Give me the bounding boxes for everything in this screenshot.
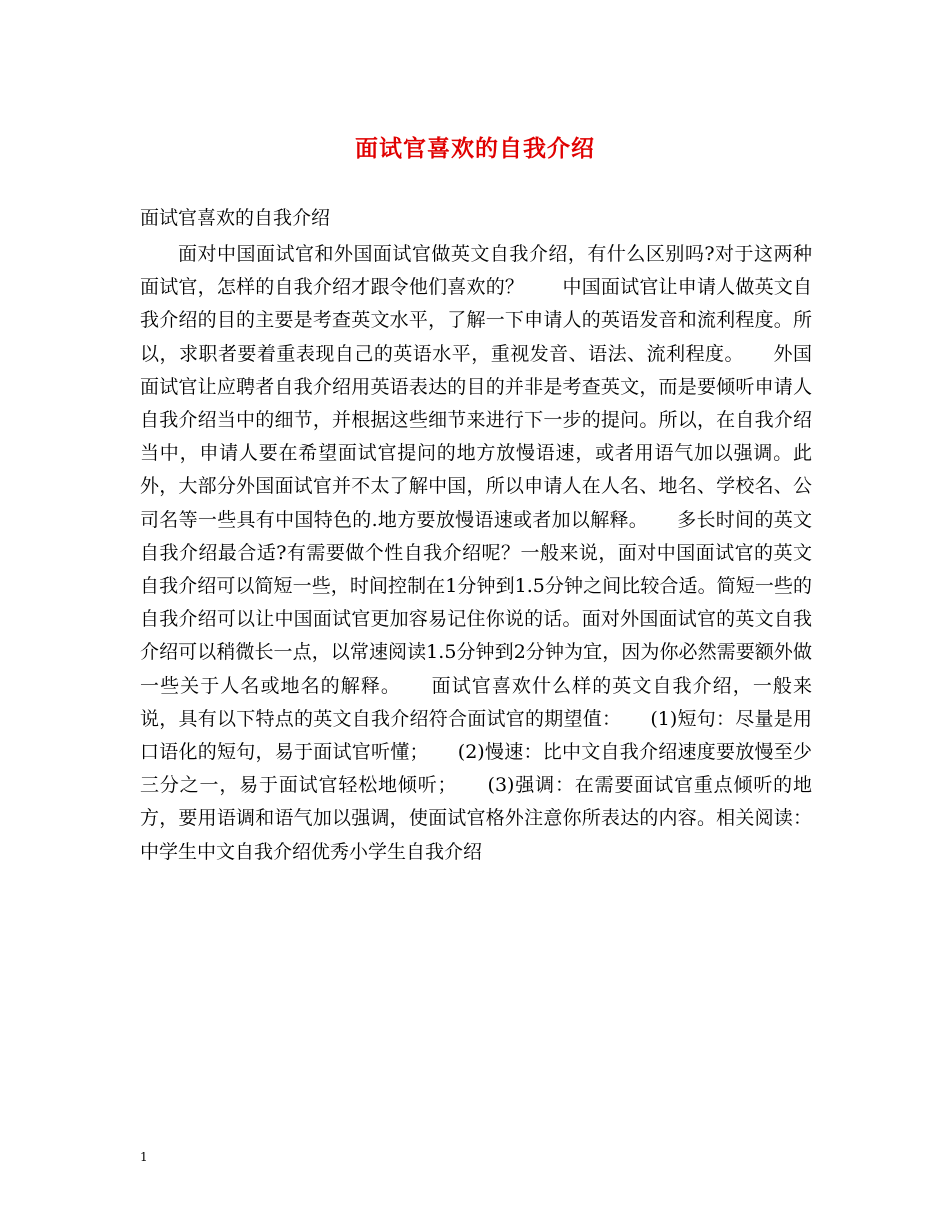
document-title: 面试官喜欢的自我介绍: [355, 135, 595, 162]
document-subtitle: 面试官喜欢的自我介绍: [140, 207, 331, 229]
document-body: 面对中国面试官和外国面试官做英文自我介绍，有什么区别吗?对于这两种面试官，怎样的自我介绍才跟令他们喜欢的？ 中国面试官让申请人做英文自我介绍的目的主要是考查英文水平，了解一下申请人的英语发音和流利程度。所以，求职者要着重表现自己的英语水平，重视发音、语法、流利程度。 外国面试官让应聘者自我介绍用英语表达的目的并非是考查英文，而是要倾听申请人自我介绍当中的细节，并根据这些细节来进行下一步的提问。所以，在自我介绍当中，申请人要在希望面试官提问的地方放慢语速，或者用语气加以强调。此外，大部分外国面试官并不太了解中国，所以申请人在人名、地名、学校名、公司名等一些具有中国特色的.地方要放慢语速或者加以解释。 多长时间的英文自我介绍最合适?有需要做个性自我介绍呢？一般来说，面对中国面试官的英文自我介绍可以简短一些，时间控制在1分钟到1.5分钟之间比较合适。简短一些的自我介绍可以让中国面试官更加容易记住你说的话。面对外国面试官的英文自我介绍可以稍微长一点，以常速阅读1.5分钟到2分钟为宜，因为你必然需要额外做一些关于人名或地名的解释。 面试官喜欢什么样的英文自我介绍，一般来说，具有以下特点的英文自我介绍符合面试官的期望值： (1)短句：尽量是用口语化的短句，易于面试官听懂； (2)慢速：比中文自我介绍速度要放慢至少三分之一，易于面试官轻松地倾听； (3)强调：在需要面试官重点倾听的地方，要用语调和语气加以强调，使面试官格外注意你所表达的内容。相关阅读：中学生中文自我介绍优秀小学生自我介绍: [140, 243, 812, 863]
page-number: 1: [140, 1150, 148, 1164]
